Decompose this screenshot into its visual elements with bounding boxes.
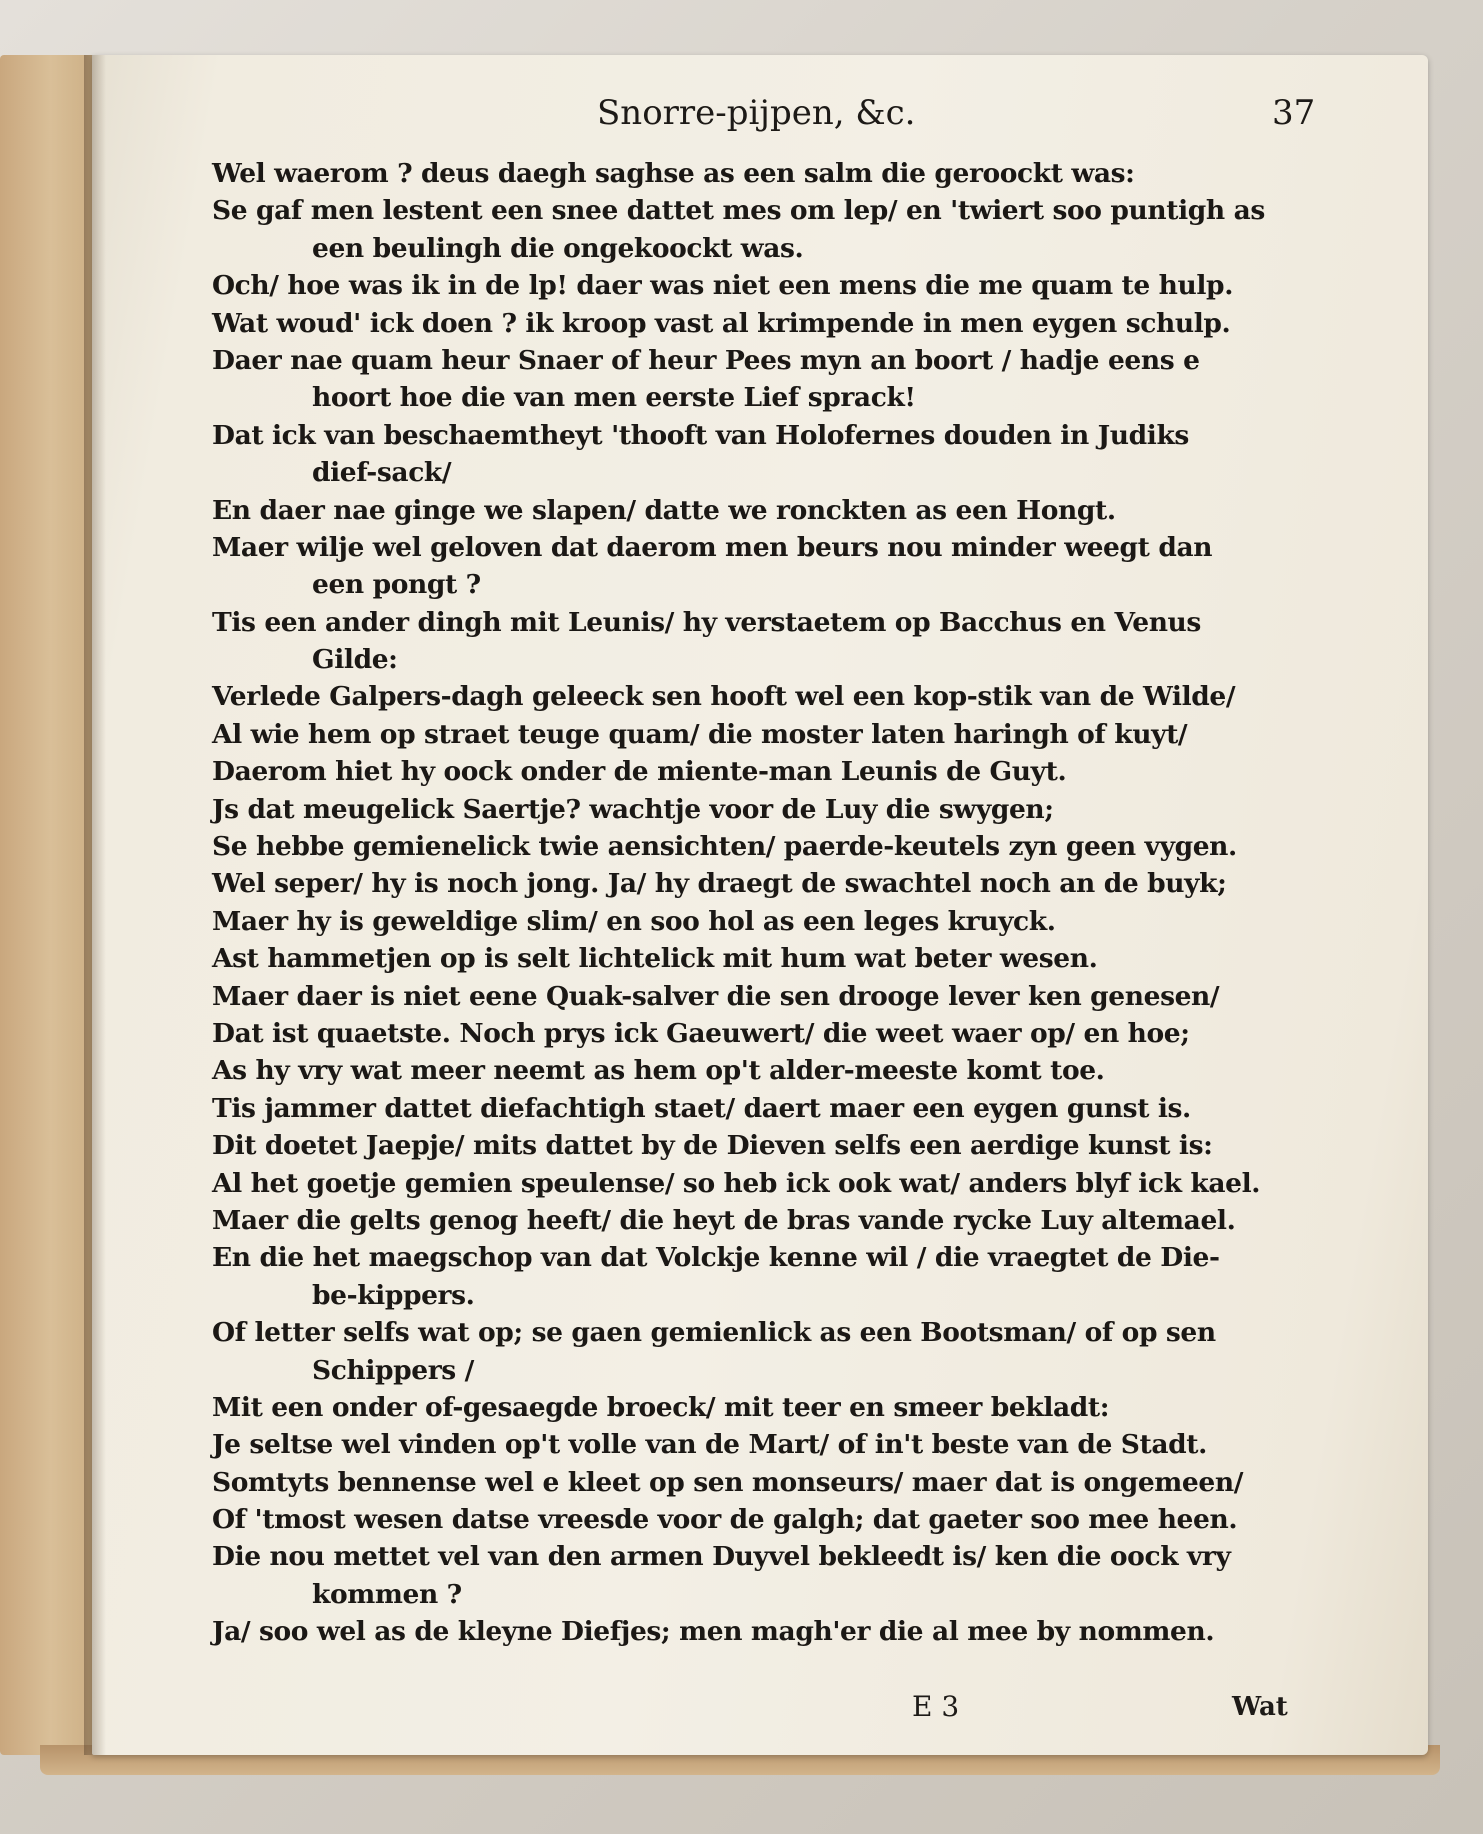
text-line: Tis jammer dattet diefachtigh staet/ daert maer een eygen gunst is.	[212, 1092, 1191, 1124]
text-line: Daer nae quam heur Snaer of heur Pees myn an boort / hadje eens e	[212, 344, 1200, 376]
text-line: En daer nae ginge we slapen/ datte we ronckten as een Hongt.	[212, 494, 1116, 526]
text-line: dief-sack/	[312, 457, 452, 489]
text-line: En die het maegschop van dat Volckje kenne wil / die vraegtet de Die-	[212, 1242, 1220, 1274]
text-line: Dit doetet Jaepje/ mits dattet by de Dieven selfs een aerdige kunst is:	[212, 1130, 1213, 1162]
page-number: 37	[1272, 93, 1316, 133]
text-line: be-kippers.	[312, 1279, 475, 1311]
text-line: Tis een ander dingh mit Leunis/ hy verstaetem op Bacchus en Venus	[212, 606, 1201, 638]
catchword: Wat	[1232, 1692, 1288, 1722]
text-line: Maer daer is niet eene Quak-salver die sen droogе lever ken genesen/	[212, 980, 1220, 1012]
text-line: Dat ick van beschaemtheyt 'thooft van Holofernes douden in Judiks	[212, 419, 1189, 451]
text-line: Maer die gelts genog heeft/ die heyt de bras vande rycke Luy altemael.	[212, 1204, 1236, 1236]
text-line: Mit een onder of-gesaegde broeck/ mit teer en smeer bekladt:	[212, 1391, 1110, 1423]
text-line: een pongt ?	[312, 569, 481, 601]
running-head	[92, 93, 1428, 143]
signature-mark: E 3	[912, 1690, 960, 1723]
text-line: Of letter selfs wat op; se gaen gemienlick as een Bootsman/ of op sen	[212, 1317, 1216, 1349]
book-page	[92, 55, 1428, 1755]
text-line: Of 'tmost wesen datse vreesde voor de galgh; dat gaeter soo mee heen.	[212, 1504, 1238, 1536]
text-line: Je seltse wel vinden op't volle van de Mart/ of in't beste van de Stadt.	[212, 1429, 1207, 1461]
text-line: Wel seper/ hy is noch jong. Ja/ hy draegt de swachtel noch an de buyk;	[212, 868, 1227, 900]
text-line: Maer hy is geweldige slim/ en soo hol as een leges kruyck.	[212, 905, 1056, 937]
text-line: hoort hoe die van men eerste Lief sprack!	[312, 382, 916, 414]
text-line: Se hebbe gemienelick twie aensichten/ paerde-keutels zyn geen vygen.	[212, 831, 1237, 863]
text-line: Maer wilje wel geloven dat daerom men beurs nou minder weegt dan	[212, 531, 1213, 563]
text-line: Ja/ soo wel as de kleyne Diefjes; men magh'er die al mee by nommen.	[212, 1616, 1215, 1648]
text-line: Wel waerom ? deus daegh saghse as een salm die geroockt was:	[212, 158, 1135, 189]
text-line: Die nou mettet vel van den armen Duyvel bekleedt is/ ken die oock vry	[212, 1541, 1231, 1573]
text-line: Schippers /	[312, 1354, 474, 1386]
text-line: een beulingh die ongekoockt was.	[312, 232, 804, 264]
text-line: Al het goetje gemien speulense/ so heb ick ook wat/ anders blyf ick kael.	[212, 1167, 1261, 1199]
text-line: Wat woud' ick doen ? ik kroop vast al krimpende in men eygen schulp.	[212, 307, 1231, 339]
text-line: Se gaf men lestent een snee dattet mes om lep/ en 'twiert soo puntigh as	[212, 195, 1265, 227]
running-title: Snorre-pijpen, &c.	[597, 93, 916, 133]
text-line: Gilde:	[312, 644, 398, 676]
body-text	[212, 155, 1412, 1651]
binding-shadow	[84, 55, 106, 1755]
text-line: Och/ hoe was ik in de lp! daer was niet een mens die me quam te hulp.	[212, 270, 1234, 302]
text-line: Daerom hiet hy oock onder de miente-man Leunis de Guyt.	[212, 756, 1067, 788]
text-line: Somtyts bennense wel e kleet op sen monseurs/ maer dat is ongemeen/	[212, 1466, 1243, 1498]
text-line: kommen ?	[312, 1578, 462, 1610]
text-line: Js dat meugelick Saertje? wachtje voor de Luy die swygen;	[212, 793, 1054, 825]
text-line: Verlede Galpers-dagh geleeck sen hooft wel een kop-stik van de Wilde/	[212, 681, 1236, 713]
text-line: Dat ist quaetste. Noch prys ick Gaeuwert/ die weet waer op/ en hoe;	[212, 1017, 1190, 1049]
text-line: As hy vry wat meer neemt as hem op't alder-meeste komt toe.	[212, 1055, 1105, 1087]
text-line: Ast hammetjen op is selt lichtelick mit hum wat beter wesen.	[212, 943, 1098, 975]
left-page-edge	[0, 55, 92, 1755]
text-line: Al wie hem op straet teuge quam/ die moster laten haringh of kuyt/	[212, 718, 1188, 750]
